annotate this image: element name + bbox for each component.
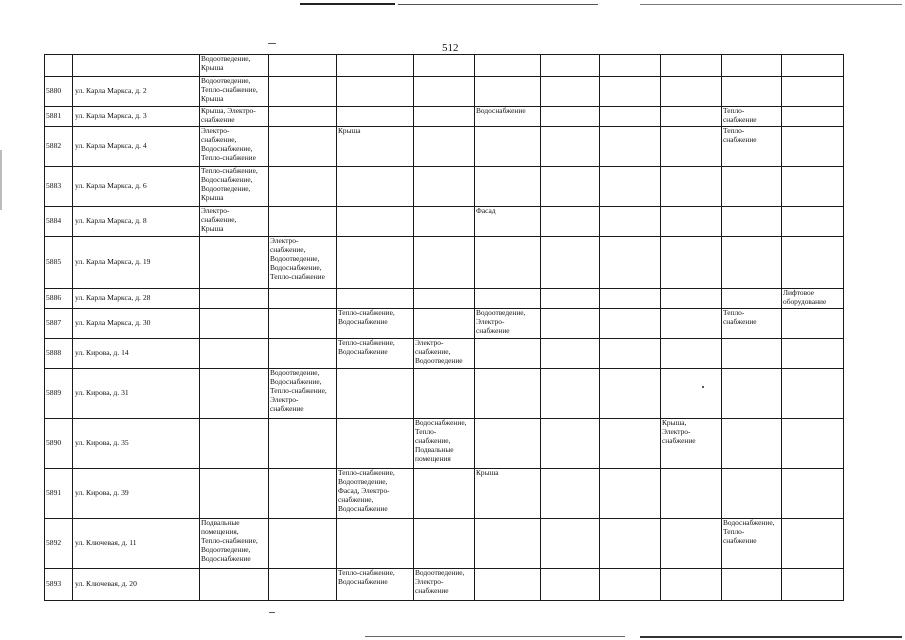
work-type-cell bbox=[337, 55, 414, 77]
work-type-cell bbox=[782, 207, 844, 237]
work-type-cell bbox=[722, 469, 782, 519]
work-type-cell bbox=[475, 127, 541, 167]
work-type-cell bbox=[475, 77, 541, 107]
work-type-cell bbox=[200, 369, 269, 419]
address-cell: ул. Кирова, д. 35 bbox=[73, 419, 200, 469]
work-type-cell bbox=[337, 167, 414, 207]
work-type-cell bbox=[269, 289, 337, 309]
work-type-cell bbox=[661, 107, 722, 127]
work-type-cell bbox=[600, 237, 661, 289]
work-type-cell bbox=[782, 469, 844, 519]
work-type-cell: Тепло-снабжение, Водоснабжение bbox=[337, 339, 414, 369]
work-type-cell bbox=[782, 519, 844, 569]
address-cell: ул. Карла Маркса, д. 19 bbox=[73, 237, 200, 289]
work-type-cell bbox=[475, 369, 541, 419]
address-cell: ул. Карла Маркса, д. 3 bbox=[73, 107, 200, 127]
table-row bbox=[45, 77, 844, 107]
work-type-cell bbox=[722, 419, 782, 469]
work-type-cell: Фасад bbox=[475, 207, 541, 237]
work-type-cell bbox=[541, 77, 600, 107]
address-cell: ул. Карла Маркса, д. 6 bbox=[73, 167, 200, 207]
table-row bbox=[45, 369, 844, 419]
row-number-cell: 5886 bbox=[45, 289, 73, 309]
address-cell: ул. Карла Маркса, д. 2 bbox=[73, 77, 200, 107]
work-type-cell: Водоснабжение bbox=[475, 107, 541, 127]
work-type-cell: Тепло- снабжение bbox=[722, 309, 782, 339]
work-type-cell bbox=[661, 207, 722, 237]
work-type-cell: Крыша bbox=[475, 469, 541, 519]
work-type-cell bbox=[782, 419, 844, 469]
work-type-cell bbox=[414, 77, 475, 107]
table-row bbox=[45, 289, 844, 309]
work-type-cell bbox=[337, 519, 414, 569]
work-type-cell bbox=[475, 419, 541, 469]
work-type-cell bbox=[661, 289, 722, 309]
row-number-cell: 5881 bbox=[45, 107, 73, 127]
work-type-cell bbox=[200, 469, 269, 519]
work-type-cell bbox=[337, 237, 414, 289]
work-type-cell bbox=[782, 237, 844, 289]
work-type-cell: Тепло-снабжение, Водоснабжение, Водоотведение, Крыша bbox=[200, 167, 269, 207]
address-cell: ул. Карла Маркса, д. 28 bbox=[73, 289, 200, 309]
work-type-cell: Крыша, Электро- снабжение bbox=[200, 107, 269, 127]
work-type-cell: Подвальные помещения, Тепло-снабжение, Водоотведение, Водоснабжение bbox=[200, 519, 269, 569]
row-number-cell: 5890 bbox=[45, 419, 73, 469]
work-type-cell: Водоотведение, Крыша bbox=[200, 55, 269, 77]
work-type-cell bbox=[541, 289, 600, 309]
address-cell: ул. Кирова, д. 31 bbox=[73, 369, 200, 419]
work-type-cell bbox=[782, 167, 844, 207]
work-type-cell: Электро- снабжение, Водоотведение, Водоснабжение, Тепло-снабжение bbox=[269, 237, 337, 289]
work-type-cell bbox=[541, 127, 600, 167]
work-type-cell bbox=[661, 127, 722, 167]
address-cell: ул. Карла Маркса, д. 30 bbox=[73, 309, 200, 339]
work-type-cell bbox=[269, 55, 337, 77]
table-row bbox=[45, 339, 844, 369]
address-cell: ул. Кирова, д. 39 bbox=[73, 469, 200, 519]
work-type-cell: Электро- снабжение, Водоотведение bbox=[414, 339, 475, 369]
table-row bbox=[45, 167, 844, 207]
work-type-cell: Крыша, Электро- снабжение bbox=[661, 419, 722, 469]
work-type-cell: Тепло-снабжение, Водоотведение, Фасад, Электро- снабжение, Водоснабжение bbox=[337, 469, 414, 519]
work-type-cell bbox=[269, 77, 337, 107]
work-type-cell bbox=[600, 77, 661, 107]
table-row bbox=[45, 309, 844, 339]
work-type-cell bbox=[541, 369, 600, 419]
row-number-cell: 5880 bbox=[45, 77, 73, 107]
work-type-cell bbox=[269, 309, 337, 339]
work-type-cell bbox=[600, 369, 661, 419]
work-type-cell bbox=[600, 309, 661, 339]
work-type-cell bbox=[541, 569, 600, 601]
table-row bbox=[45, 469, 844, 519]
work-type-cell: Тепло- снабжение bbox=[722, 127, 782, 167]
work-type-cell: Водоотведение, Электро- снабжение bbox=[414, 569, 475, 601]
work-type-cell bbox=[414, 289, 475, 309]
page-number: 512 bbox=[442, 42, 459, 54]
row-number-cell: 5888 bbox=[45, 339, 73, 369]
work-type-cell bbox=[782, 569, 844, 601]
work-type-cell bbox=[475, 289, 541, 309]
work-type-cell: Водоснабжение, Тепло- снабжение, Подвальные помещения bbox=[414, 419, 475, 469]
work-type-cell bbox=[661, 55, 722, 77]
work-type-cell bbox=[600, 107, 661, 127]
work-type-cell bbox=[414, 519, 475, 569]
work-type-cell bbox=[337, 369, 414, 419]
work-type-cell bbox=[269, 127, 337, 167]
work-type-cell bbox=[414, 237, 475, 289]
address-cell: ул. Карла Маркса, д. 8 bbox=[73, 207, 200, 237]
work-type-cell bbox=[722, 237, 782, 289]
work-type-cell bbox=[600, 519, 661, 569]
work-type-cell bbox=[600, 127, 661, 167]
work-type-cell bbox=[200, 569, 269, 601]
work-type-cell bbox=[782, 309, 844, 339]
work-type-cell bbox=[661, 339, 722, 369]
work-type-cell bbox=[414, 55, 475, 77]
work-type-cell: Крыша bbox=[337, 127, 414, 167]
work-type-cell: Водоснабжение, Тепло- снабжение bbox=[722, 519, 782, 569]
work-type-cell bbox=[414, 207, 475, 237]
work-type-cell bbox=[337, 107, 414, 127]
work-type-cell bbox=[722, 569, 782, 601]
row-number-cell bbox=[45, 55, 73, 77]
work-type-cell: Электро- снабжение, Крыша bbox=[200, 207, 269, 237]
table-row bbox=[45, 55, 844, 77]
work-type-cell bbox=[782, 369, 844, 419]
address-cell: ул. Ключевая, д. 11 bbox=[73, 519, 200, 569]
work-type-cell bbox=[600, 419, 661, 469]
work-type-cell bbox=[541, 469, 600, 519]
scan-speck bbox=[0, 150, 2, 210]
work-type-cell: Лифтовое оборудование bbox=[782, 289, 844, 309]
row-number-cell: 5893 bbox=[45, 569, 73, 601]
work-type-cell bbox=[475, 55, 541, 77]
work-type-cell bbox=[600, 167, 661, 207]
work-type-cell bbox=[414, 369, 475, 419]
work-type-cell bbox=[661, 237, 722, 289]
work-type-cell bbox=[600, 289, 661, 309]
work-type-cell bbox=[541, 167, 600, 207]
work-type-cell bbox=[722, 55, 782, 77]
row-number-cell: 5892 bbox=[45, 519, 73, 569]
row-number-cell: 5891 bbox=[45, 469, 73, 519]
row-number-cell: 5887 bbox=[45, 309, 73, 339]
work-type-cell bbox=[722, 207, 782, 237]
scan-edge-bottom bbox=[0, 634, 905, 640]
work-type-cell bbox=[475, 167, 541, 207]
work-type-cell bbox=[475, 339, 541, 369]
repair-schedule-table bbox=[44, 54, 844, 601]
work-type-cell bbox=[337, 419, 414, 469]
work-type-cell bbox=[269, 339, 337, 369]
work-type-cell bbox=[269, 519, 337, 569]
table-row bbox=[45, 207, 844, 237]
work-type-cell: Водоотведение, Водоснабжение, Тепло-снабжение, Электро- снабжение bbox=[269, 369, 337, 419]
work-type-cell bbox=[200, 419, 269, 469]
work-type-cell bbox=[600, 569, 661, 601]
work-type-cell bbox=[782, 77, 844, 107]
work-type-cell bbox=[414, 107, 475, 127]
work-type-cell bbox=[475, 237, 541, 289]
row-number-cell: 5885 bbox=[45, 237, 73, 289]
work-type-cell: Водоотведение, Тепло-снабжение, Крыша bbox=[200, 77, 269, 107]
work-type-cell bbox=[722, 339, 782, 369]
work-type-cell bbox=[269, 167, 337, 207]
work-type-cell bbox=[269, 207, 337, 237]
work-type-cell bbox=[661, 569, 722, 601]
work-type-cell bbox=[269, 107, 337, 127]
work-type-cell bbox=[475, 519, 541, 569]
work-type-cell bbox=[541, 419, 600, 469]
work-type-cell bbox=[661, 519, 722, 569]
work-type-cell bbox=[600, 469, 661, 519]
row-number-cell: 5889 bbox=[45, 369, 73, 419]
work-type-cell bbox=[541, 107, 600, 127]
table-row bbox=[45, 127, 844, 167]
work-type-cell bbox=[475, 569, 541, 601]
work-type-cell bbox=[782, 55, 844, 77]
work-type-cell bbox=[337, 77, 414, 107]
work-type-cell bbox=[661, 167, 722, 207]
table-row bbox=[45, 419, 844, 469]
work-type-cell: Тепло- снабжение bbox=[722, 107, 782, 127]
row-number-cell: 5884 bbox=[45, 207, 73, 237]
work-type-cell bbox=[782, 339, 844, 369]
work-type-cell: Электро- снабжение, Водоснабжение, Тепло-снабжение bbox=[200, 127, 269, 167]
work-type-cell bbox=[200, 289, 269, 309]
work-type-cell bbox=[782, 127, 844, 167]
work-type-cell: Водоотведение, Электро- снабжение bbox=[475, 309, 541, 339]
work-type-cell bbox=[414, 167, 475, 207]
work-type-cell bbox=[600, 207, 661, 237]
address-cell bbox=[73, 55, 200, 77]
work-type-cell bbox=[722, 77, 782, 107]
work-type-cell bbox=[661, 469, 722, 519]
work-type-cell bbox=[541, 339, 600, 369]
work-type-cell bbox=[414, 127, 475, 167]
table-row bbox=[45, 237, 844, 289]
row-number-cell: 5883 bbox=[45, 167, 73, 207]
work-type-cell: Тепло-снабжение, Водоснабжение bbox=[337, 569, 414, 601]
work-type-cell bbox=[541, 207, 600, 237]
work-type-cell bbox=[782, 107, 844, 127]
work-type-cell bbox=[541, 519, 600, 569]
address-cell: ул. Ключевая, д. 20 bbox=[73, 569, 200, 601]
scan-edge-top bbox=[0, 0, 905, 8]
table-row bbox=[45, 569, 844, 601]
work-type-cell bbox=[541, 309, 600, 339]
address-cell: ул. Карла Маркса, д. 4 bbox=[73, 127, 200, 167]
work-type-cell bbox=[661, 309, 722, 339]
work-type-cell bbox=[541, 55, 600, 77]
work-type-cell bbox=[600, 55, 661, 77]
work-type-cell bbox=[200, 339, 269, 369]
work-type-cell bbox=[337, 289, 414, 309]
work-type-cell bbox=[200, 309, 269, 339]
work-type-cell: Тепло-снабжение, Водоснабжение bbox=[337, 309, 414, 339]
address-cell: ул. Кирова, д. 14 bbox=[73, 339, 200, 369]
work-type-cell bbox=[661, 369, 722, 419]
work-type-cell bbox=[722, 369, 782, 419]
scan-speck bbox=[268, 43, 276, 44]
scan-speck bbox=[269, 612, 275, 613]
work-type-cell bbox=[661, 77, 722, 107]
table-row bbox=[45, 107, 844, 127]
work-type-cell bbox=[541, 237, 600, 289]
work-type-cell bbox=[269, 419, 337, 469]
work-type-cell bbox=[722, 167, 782, 207]
work-type-cell bbox=[414, 309, 475, 339]
work-type-cell bbox=[414, 469, 475, 519]
scan-speck bbox=[702, 386, 704, 388]
table-row bbox=[45, 519, 844, 569]
work-type-cell bbox=[337, 207, 414, 237]
work-type-cell bbox=[722, 289, 782, 309]
work-type-cell bbox=[269, 469, 337, 519]
work-type-cell bbox=[269, 569, 337, 601]
work-type-cell bbox=[600, 339, 661, 369]
row-number-cell: 5882 bbox=[45, 127, 73, 167]
work-type-cell bbox=[200, 237, 269, 289]
